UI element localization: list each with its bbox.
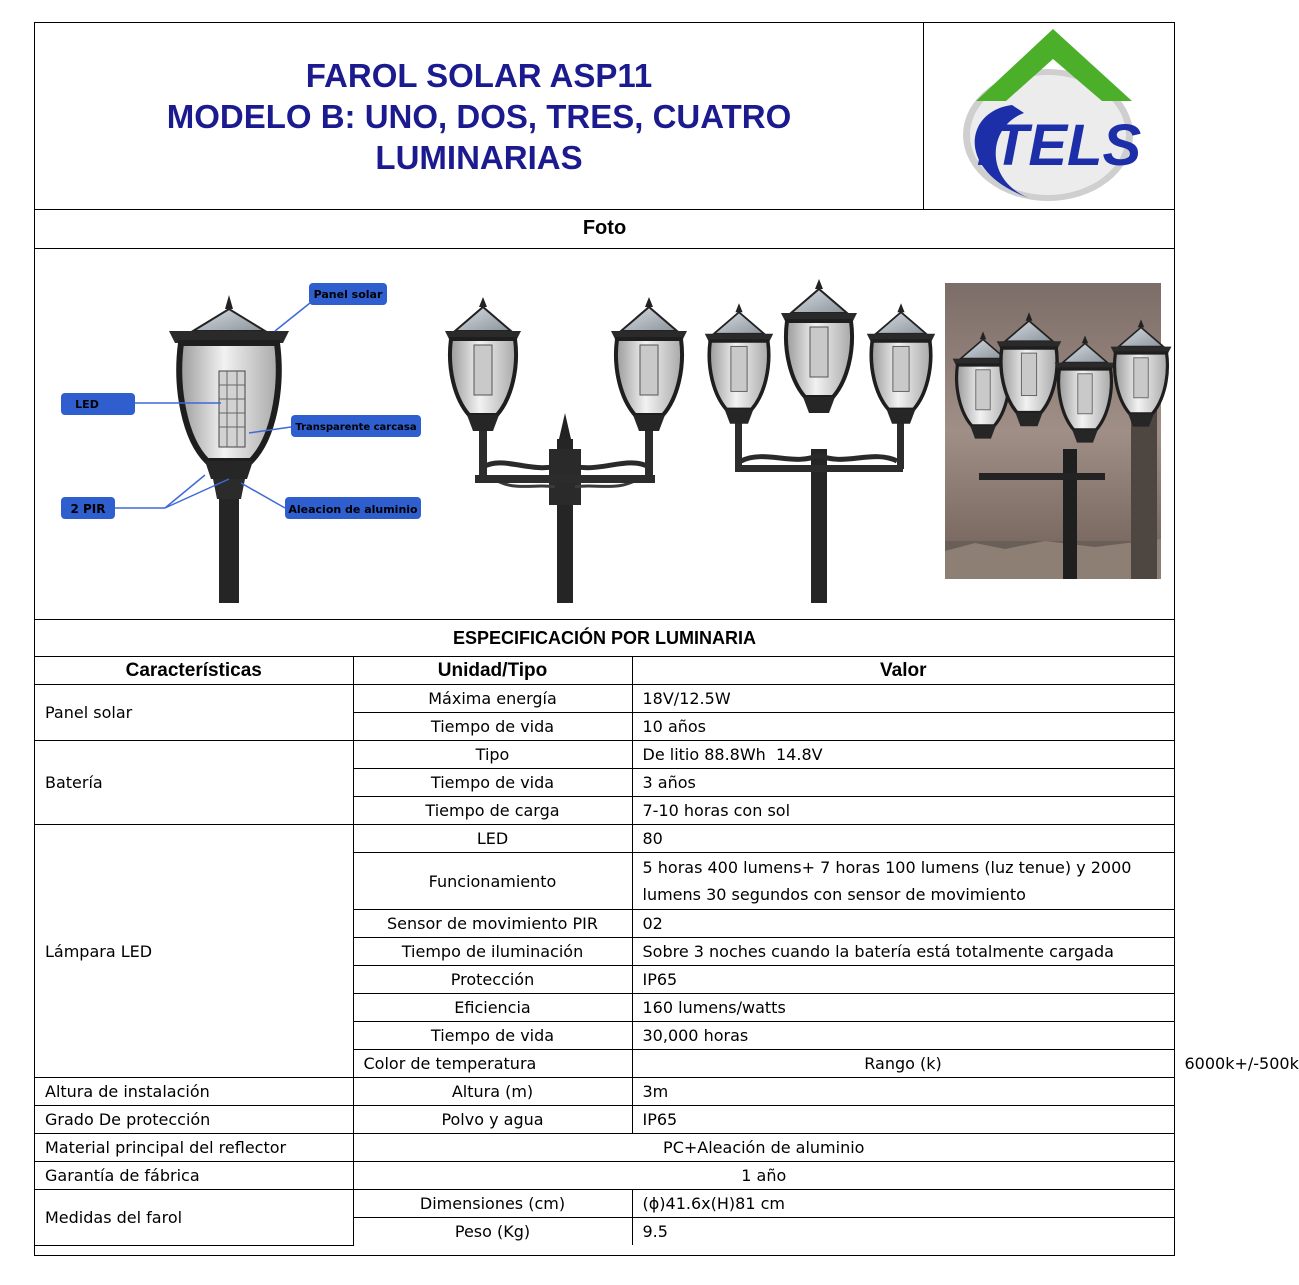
title-line-2: MODELO B: UNO, DOS, TRES, CUATRO [166,97,792,135]
column-header-valor: Valor [632,657,1174,685]
table-row [35,1106,1174,1134]
single-lamp-photo [169,295,289,603]
svg-text:2 PIR: 2 PIR [70,502,106,516]
svg-text:Panel solar: Panel solar [313,288,383,301]
value-cell: De litio 88.8Wh 14.8V [632,741,1174,769]
unit-cell: Máxima energía [353,685,632,713]
spec-sheet [34,22,1299,1256]
table-row [35,1078,1174,1106]
callout-led [61,393,135,415]
row-label-bateria: Batería [35,741,353,825]
value-cell: 30,000 horas [632,1022,1174,1050]
spec-table [35,657,1299,1246]
unit-cell: Tiempo de vida [353,713,632,741]
row-label-lampara-led: Lámpara LED [35,825,353,1078]
value-cell: 3m [632,1078,1174,1106]
photo-heading: Foto [35,209,1174,249]
logo-text: ITELS [976,113,1142,178]
title-block [35,23,924,209]
row-label-material: Material principal del reflector [35,1134,353,1162]
unit-cell: Tiempo de iluminación [353,938,632,966]
svg-text:Transparente carcasa: Transparente carcasa [295,422,417,433]
unit-cell: Rango (k) [632,1050,1174,1078]
title-line-1: FAROL SOLAR ASP11 [305,56,653,94]
unit-cell: Altura (m) [353,1078,632,1106]
unit-cell: Tipo [353,741,632,769]
funcionamiento-line-2: lumens 30 segundos con sensor de movimiento [642,885,1026,904]
two-lamp-photo [445,297,687,603]
row-label-color-temperatura: Color de temperatura [353,1050,632,1078]
unit-cell: Tiempo de vida [353,769,632,797]
value-cell: 18V/12.5W [632,685,1174,713]
unit-cell: Eficiencia [353,994,632,1022]
table-row [35,1190,1174,1218]
spec-heading: ESPECIFICACIÓN POR LUMINARIA [35,620,1174,657]
logo-cell [924,23,1174,209]
row-label-garantia: Garantía de fábrica [35,1162,353,1190]
value-cell: 1 año [353,1162,1174,1190]
table-row [35,825,1174,853]
table-row [35,1134,1174,1162]
svg-text:Aleacion de aluminio: Aleacion de aluminio [288,503,418,516]
unit-cell: Peso (Kg) [353,1218,632,1246]
value-cell: IP65 [632,1106,1174,1134]
column-header-caracteristicas: Características [35,657,353,685]
unit-cell: Polvo y agua [353,1106,632,1134]
table-row [35,685,1174,713]
row-label-altura: Altura de instalación [35,1078,353,1106]
value-cell: 3 años [632,769,1174,797]
callout-aluminio [285,497,421,519]
value-cell: 80 [632,825,1174,853]
four-lamp-photo [945,283,1171,579]
column-header-unidad: Unidad/Tipo [353,657,632,685]
photo-area [35,249,1174,620]
header [35,23,1174,210]
value-cell: 10 años [632,713,1174,741]
unit-cell: Funcionamiento [353,853,632,910]
value-cell: 9.5 [632,1218,1174,1246]
unit-cell: Tiempo de vida [353,1022,632,1050]
value-cell: Sobre 3 noches cuando la batería está totalmente cargada [632,938,1174,966]
callout-pir [61,497,115,519]
unit-cell: Protección [353,966,632,994]
callout-panel-solar [309,283,387,305]
product-photos [35,249,1174,619]
table-row: Color de temperatura Rango (k) 6000k+/-500k [35,1050,1174,1078]
svg-text:LED: LED [75,398,99,411]
value-cell: 160 lumens/watts [632,994,1174,1022]
unit-cell: Sensor de movimiento PIR [353,910,632,938]
unit-cell: LED [353,825,632,853]
table-header-row [35,657,1174,685]
value-cell: 7-10 horas con sol [632,797,1174,825]
three-lamp-photo [705,279,935,603]
table-row [35,1162,1174,1190]
value-cell-funcionamiento [632,853,1174,910]
unit-cell: Tiempo de carga [353,797,632,825]
row-label-medidas: Medidas del farol [35,1190,353,1246]
itels-logo [924,23,1174,209]
value-cell: (ϕ)41.6x(H)81 cm [632,1190,1174,1218]
row-label-panel-solar: Panel solar [35,685,353,741]
value-cell: PC+Aleación de aluminio [353,1134,1174,1162]
table-row [35,741,1174,769]
value-cell: 02 [632,910,1174,938]
unit-cell: Dimensiones (cm) [353,1190,632,1218]
value-cell: IP65 [632,966,1174,994]
funcionamiento-line-1: 5 horas 400 lumens+ 7 horas 100 lumens (luz tenue) y 2000 [642,858,1132,877]
callout-carcasa [291,415,421,437]
row-label-grado-proteccion: Grado De protección [35,1106,353,1134]
title-line-3: LUMINARIAS [375,138,583,176]
